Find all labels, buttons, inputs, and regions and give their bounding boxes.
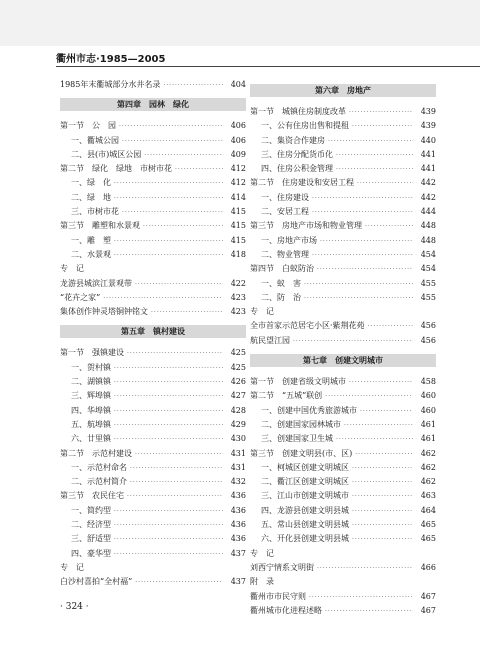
toc-page-number: 423 — [230, 307, 246, 317]
toc-page-number: 415 — [230, 207, 246, 217]
toc-entry-title: 集体创作钟灵塔铜钟铭文 — [60, 307, 148, 317]
toc-entry-title: 1985年末衢城部分水井名录 — [60, 80, 161, 89]
leader-dots — [325, 390, 413, 404]
section-label — [250, 305, 436, 319]
toc-entry-title: 二、湖镇镇 — [71, 377, 111, 387]
toc-subentry — [250, 518, 436, 532]
leader-dots — [151, 306, 223, 320]
toc-entry-title: 四、华埠镇 — [71, 405, 111, 415]
toc-subentry — [60, 461, 246, 475]
leader-dots — [352, 505, 413, 519]
toc-subentry — [250, 475, 436, 489]
toc-entry-title: 三、市树市花 — [71, 207, 119, 217]
toc-subentry — [60, 375, 246, 389]
leader-dots — [114, 433, 223, 447]
toc-entry-title: 二、县(市)城区公园 — [71, 149, 142, 159]
toc-subentry — [60, 532, 246, 546]
toc-page-number: 454 — [420, 264, 436, 274]
toc-entry — [60, 447, 246, 461]
toc-subentry — [60, 547, 246, 561]
toc-page-number: 455 — [420, 278, 436, 288]
toc-subentry — [250, 234, 436, 248]
leader-dots — [103, 292, 223, 306]
toc-subentry — [250, 277, 436, 291]
toc-page-number: 415 — [230, 235, 246, 245]
toc-entry-title: 衢州城市化进程述略 — [250, 605, 322, 615]
toc-page-number: 441 — [420, 149, 436, 159]
toc-entry-title: 第三节 房地产市场和物业管理 — [250, 221, 362, 231]
leader-dots — [352, 462, 413, 476]
section-label — [250, 575, 436, 589]
toc-entry — [60, 277, 246, 291]
leader-dots — [304, 292, 413, 306]
chapter-heading: 第六章 房地产 — [250, 84, 436, 97]
toc-page-number: 436 — [230, 520, 246, 530]
leader-dots — [135, 576, 223, 590]
toc-subentry — [60, 134, 246, 148]
leader-dots — [293, 335, 413, 349]
toc-subentry — [60, 404, 246, 418]
toc-page-number: 431 — [230, 462, 246, 472]
leader-dots — [114, 235, 223, 249]
toc-entry-title: 四、豪华型 — [71, 548, 111, 558]
toc-page-number: 425 — [230, 348, 246, 358]
toc-entry-title: 六、开化县创建文明县城 — [261, 534, 349, 544]
toc-subentry — [250, 404, 436, 418]
toc-subentry — [250, 432, 436, 446]
toc-entry-title: 专 记 — [60, 264, 84, 274]
toc-page-number: 464 — [420, 505, 436, 515]
toc-entry — [60, 489, 246, 503]
leader-dots — [135, 448, 223, 462]
chapter-heading: 第七章 创建文明城市 — [250, 354, 436, 367]
toc-subentry — [250, 119, 436, 133]
toc-page-number: 456 — [420, 321, 436, 331]
leader-dots — [119, 120, 223, 134]
toc-entry-title: 专 记 — [60, 562, 84, 572]
toc-entry-title: 二、水景观 — [71, 249, 111, 259]
leader-dots — [114, 548, 223, 562]
leader-dots — [114, 362, 223, 376]
toc-entry-title: 一、绿 化 — [71, 178, 111, 188]
leader-dots — [114, 419, 223, 433]
toc-subentry — [60, 518, 246, 532]
toc-page-number: 418 — [230, 249, 246, 259]
toc-page-number: 406 — [230, 121, 246, 131]
toc-page-number: 436 — [230, 534, 246, 544]
leader-dots — [135, 278, 223, 292]
leader-dots — [114, 177, 223, 191]
toc-subentry — [250, 504, 436, 518]
toc-subentry — [250, 162, 436, 176]
toc-right-column — [250, 78, 436, 618]
toc-page-number: 448 — [420, 235, 436, 245]
toc-entry — [250, 447, 436, 461]
chapter-heading: 第四章 园林 绿化 — [60, 98, 246, 111]
toc-entry-title: 第二节 “五城”联创 — [250, 391, 323, 401]
toc-page-number: 458 — [420, 377, 436, 387]
toc-entry — [250, 319, 436, 333]
toc-page-number: 404 — [230, 80, 246, 89]
leader-dots — [114, 249, 223, 263]
toc-entry-title: 二、绿 地 — [71, 192, 111, 202]
toc-subentry — [60, 205, 246, 219]
toc-subentry — [60, 234, 246, 248]
leader-dots — [304, 278, 413, 292]
toc-page-number: 465 — [420, 534, 436, 544]
toc-entry-title: 第三节 农民住宅 — [60, 491, 124, 501]
leader-dots — [309, 591, 413, 605]
toc-page-number: 422 — [230, 278, 246, 288]
toc-entry-title: “花卉之家” — [60, 292, 101, 302]
leader-dots — [114, 405, 223, 419]
toc-page-number: 462 — [420, 462, 436, 472]
toc-page-number: 439 — [420, 107, 436, 116]
leader-dots — [349, 106, 413, 120]
toc-page-number: 431 — [230, 448, 246, 458]
leader-dots — [325, 605, 413, 619]
toc-entry — [60, 119, 246, 133]
leader-dots — [349, 376, 413, 390]
running-head: 衢州市志·1985—2005 — [56, 54, 166, 65]
toc-subentry — [60, 504, 246, 518]
toc-entry — [250, 334, 436, 348]
toc-entry-title: 一、雕 塑 — [71, 235, 111, 245]
toc-page-number: 461 — [420, 419, 436, 429]
toc-page-number: 454 — [420, 249, 436, 259]
toc-page-number: 465 — [420, 520, 436, 530]
toc-subentry — [250, 461, 436, 475]
toc-entry — [250, 105, 436, 119]
toc-page-number: 440 — [420, 135, 436, 145]
leader-dots — [114, 376, 223, 390]
toc-entry-title: 三、舒适型 — [71, 534, 111, 544]
toc-entry-title: 二、集资合作建房 — [261, 135, 325, 145]
toc-entry-title: 四、住房公积金管理 — [261, 164, 333, 174]
toc-subentry — [250, 134, 436, 148]
toc-entry-title: 一、创建中国优秀旅游城市 — [261, 405, 357, 415]
toc-entry — [250, 219, 436, 233]
leader-dots — [114, 192, 223, 206]
toc-page-number: 442 — [420, 178, 436, 188]
toc-entry-title: 一、住房建设 — [261, 192, 309, 202]
leader-dots — [312, 206, 413, 220]
toc-subentry — [250, 248, 436, 262]
toc-page-number: 461 — [420, 434, 436, 444]
toc-page-number: 442 — [420, 192, 436, 202]
toc-entry — [250, 590, 436, 604]
toc-entry — [250, 561, 436, 575]
toc-page-number: 414 — [230, 192, 246, 202]
leader-dots — [365, 220, 413, 234]
toc-page-number: 456 — [420, 335, 436, 345]
toc-subentry — [60, 148, 246, 162]
toc-subentry — [60, 176, 246, 190]
toc-page-number: 415 — [230, 221, 246, 231]
toc-entry-title: 二、物业管理 — [261, 249, 309, 259]
toc-entry-title: 第二节 示范村建设 — [60, 448, 132, 458]
leader-dots — [352, 476, 413, 490]
toc-entry-title: 三、创建国家卫生城 — [261, 434, 333, 444]
toc-entry — [60, 305, 246, 319]
leader-dots — [130, 476, 223, 490]
toc-entry-title: 第三节 创建文明县(市、区) — [250, 448, 353, 458]
leader-dots — [130, 462, 223, 476]
page-number: · 324 · — [60, 602, 89, 612]
toc-entry-title: 二、防 治 — [261, 292, 301, 302]
toc-entry-title: 全市首家示范居宅小区·紫荆花苑 — [250, 321, 365, 331]
toc-page-number: 412 — [230, 164, 246, 174]
toc-page-number: 462 — [420, 477, 436, 487]
toc-page-number: 441 — [420, 164, 436, 174]
toc-entry — [60, 219, 246, 233]
toc-page-number: 437 — [230, 548, 246, 558]
toc-entry-title: 二、经济型 — [71, 520, 111, 530]
toc-page-number: 437 — [230, 577, 246, 587]
toc-entry — [60, 162, 246, 176]
leader-dots — [352, 490, 413, 504]
toc-entry-title: 一、房地产市场 — [261, 235, 317, 245]
toc-entry-title: 龙游县城滨江景观带 — [60, 278, 132, 288]
toc-entry-title: 专 记 — [250, 307, 274, 317]
toc-subentry — [60, 432, 246, 446]
toc-entry-title: 第一节 公 园 — [60, 121, 116, 131]
leader-dots — [317, 562, 413, 576]
leader-dots — [336, 149, 413, 163]
leader-dots — [114, 390, 223, 404]
leader-dots — [368, 320, 413, 334]
toc-page-number: 460 — [420, 391, 436, 401]
leader-dots — [320, 235, 413, 249]
toc-page-number: 467 — [420, 591, 436, 601]
toc-entry-title: 刘西宁情系文明街 — [250, 562, 314, 572]
toc-page-number: 436 — [230, 505, 246, 515]
toc-entry-title: 二、安居工程 — [261, 207, 309, 217]
toc-entry-title: 第二节 绿化 绿地 市树市花 — [60, 164, 172, 174]
leader-dots — [114, 505, 223, 519]
toc-page-number: 429 — [230, 419, 246, 429]
leader-dots — [127, 347, 223, 361]
leader-dots — [336, 433, 413, 447]
toc-entry-title: 五、常山县创建文明县城 — [261, 520, 349, 530]
toc-subentry — [250, 148, 436, 162]
toc-subentry — [250, 418, 436, 432]
toc-page-number: 423 — [230, 292, 246, 302]
toc-entry-title: 一、示范村命名 — [71, 462, 127, 472]
toc-entry-title: 二、衢江区创建文明城区 — [261, 477, 349, 487]
toc-page-number: 406 — [230, 135, 246, 145]
toc-page-number: 430 — [230, 434, 246, 444]
toc-entry-title: 四、龙游县创建文明县城 — [261, 505, 349, 515]
toc-subentry — [250, 191, 436, 205]
leader-dots — [357, 177, 413, 191]
toc-entry — [250, 604, 436, 618]
toc-entry-title: 三、住房分配货币化 — [261, 149, 333, 159]
toc-page-number: 439 — [420, 121, 436, 131]
toc-subentry — [250, 205, 436, 219]
toc-subentry — [60, 418, 246, 432]
toc-page-number: 466 — [420, 562, 436, 572]
header-rule — [56, 66, 480, 67]
chapter-heading: 第五章 镇村建设 — [60, 325, 246, 338]
toc-entry-title: 二、示范村简介 — [71, 477, 127, 487]
leader-dots — [143, 220, 223, 234]
toc-subentry — [60, 361, 246, 375]
leader-dots — [144, 149, 223, 163]
toc-entry-title: 五、航埠镇 — [71, 419, 111, 429]
leader-dots — [114, 519, 223, 533]
toc-entry-title: 第一节 创建省级文明城市 — [250, 377, 346, 387]
toc-subentry — [60, 248, 246, 262]
toc-left-column — [60, 78, 246, 590]
leader-dots — [352, 533, 413, 547]
leader-dots — [355, 448, 413, 462]
toc-entry-title: 一、柯城区创建文明城区 — [261, 462, 349, 472]
toc-entry-title: 三、辉埠镇 — [71, 391, 111, 401]
toc-entry — [250, 176, 436, 190]
toc-entry-title: 一、贺村镇 — [71, 362, 111, 372]
top-margin-band — [0, 0, 480, 46]
toc-entry-title: 六、廿里镇 — [71, 434, 111, 444]
toc-entry-title: 一、衢城公园 — [71, 135, 119, 145]
leader-dots — [127, 490, 223, 504]
section-label — [250, 547, 436, 561]
toc-entry-title: 三、江山市创建文明城市 — [261, 491, 349, 501]
toc-page-number: 455 — [420, 292, 436, 302]
toc-subentry — [250, 489, 436, 503]
toc-entry-title: 一、公有住房出售和提租 — [261, 121, 349, 131]
toc-entry-title: 白沙村喜拍“全村福” — [60, 577, 133, 587]
toc-page-number: 436 — [230, 491, 246, 501]
toc-entry-title: 第一节 强镇建设 — [60, 348, 124, 358]
toc-page-number: 409 — [230, 149, 246, 159]
toc-page-number: 460 — [420, 405, 436, 415]
toc-entry-title: 第一节 城镇住房制度改革 — [250, 107, 346, 116]
leader-dots — [122, 206, 223, 220]
section-label — [60, 561, 246, 575]
leader-dots — [312, 192, 413, 206]
toc-entry-title: 一、简约型 — [71, 505, 111, 515]
toc-entry — [250, 375, 436, 389]
leader-dots — [360, 405, 413, 419]
toc-entry-title: 第三节 雕塑和水景观 — [60, 221, 140, 231]
toc-page-number: 467 — [420, 605, 436, 615]
toc-entry-title: 航民望江园 — [250, 335, 290, 345]
leader-dots — [328, 135, 413, 149]
leader-dots — [114, 533, 223, 547]
toc-entry — [250, 389, 436, 403]
leader-dots — [352, 120, 413, 134]
toc-page-number: 412 — [230, 178, 246, 188]
toc-entry — [60, 575, 246, 589]
toc-subentry — [60, 475, 246, 489]
toc-entry-title: 附 录 — [250, 577, 274, 587]
toc-subentry — [250, 532, 436, 546]
toc-entry-title: 衢州市市民守则 — [250, 591, 306, 601]
toc-page-number: 432 — [230, 477, 246, 487]
toc-page-number: 428 — [230, 405, 246, 415]
toc-entry — [250, 262, 436, 276]
section-label — [60, 262, 246, 276]
toc-entry — [60, 346, 246, 360]
toc-subentry — [250, 291, 436, 305]
leader-dots — [312, 249, 413, 263]
toc-page-number: 426 — [230, 377, 246, 387]
toc-page-number: 448 — [420, 221, 436, 231]
toc-page-number: 462 — [420, 448, 436, 458]
toc-entry-title: 第四节 白蚁防治 — [250, 264, 314, 274]
toc-entry-title: 一、蚁 害 — [261, 278, 301, 288]
leader-dots — [163, 79, 223, 93]
toc-page-number: 427 — [230, 391, 246, 401]
toc-entry-title: 第二节 住房建设和安居工程 — [250, 178, 354, 188]
toc-subentry — [60, 191, 246, 205]
toc-page-number: 425 — [230, 362, 246, 372]
leader-dots — [122, 135, 223, 149]
leader-dots — [352, 519, 413, 533]
leader-dots — [344, 419, 413, 433]
leader-dots — [317, 263, 413, 277]
toc-page-number: 463 — [420, 491, 436, 501]
toc-entry-title: 专 记 — [250, 548, 274, 558]
leader-dots — [336, 163, 413, 177]
toc-entry-title: 二、创建国家园林城市 — [261, 419, 341, 429]
toc-entry — [60, 78, 246, 92]
toc-entry — [60, 291, 246, 305]
toc-subentry — [60, 389, 246, 403]
leader-dots — [175, 163, 223, 177]
toc-page-number: 444 — [420, 207, 436, 217]
